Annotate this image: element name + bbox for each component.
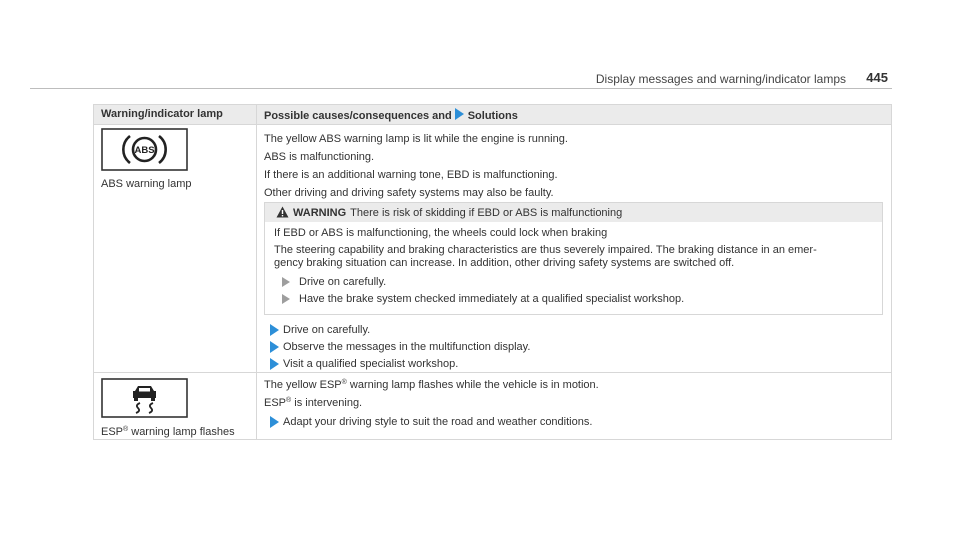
abs-text-line-2: ABS is malfunctioning. — [264, 151, 375, 163]
esp-lamp-label-b: warning lamp flashes — [128, 426, 235, 438]
warning-header — [265, 203, 882, 222]
step-arrow-icon — [270, 416, 279, 428]
page-number: 445 — [866, 70, 888, 85]
row-divider — [94, 372, 891, 373]
esp-lamp-label-a: ESP — [101, 426, 124, 438]
warning-body-2: The steering capability and braking characteristics are thus severely impaired. The braking distance in an emer- — [274, 244, 817, 256]
col-heading-causes — [264, 108, 518, 122]
page-header — [560, 70, 890, 90]
esp-text-line-2 — [264, 397, 362, 409]
warning-title — [293, 207, 622, 219]
abs-lamp-label: ABS warning lamp — [101, 178, 192, 190]
warning-body-3: gency braking situation can increase. In addition, other driving safety systems are switched off. — [274, 257, 735, 269]
warning-step-1: Drive on carefully. — [299, 276, 387, 288]
abs-warning-lamp-icon — [101, 128, 188, 171]
warning-body-1: If EBD or ABS is malfunctioning, the wheels could lock when braking — [274, 227, 608, 239]
abs-icon-text: ABS — [134, 145, 155, 156]
esp-step-1: Adapt your driving style to suit the road and weather conditions. — [283, 416, 593, 428]
step-arrow-icon — [270, 324, 279, 336]
esp-text-line-2-a: ESP — [264, 397, 287, 409]
col-heading-causes-text: Possible causes/consequences and — [264, 110, 452, 122]
abs-text-line-3: If there is an additional warning tone, EBD is malfunctioning. — [264, 169, 558, 181]
abs-text-line-1: The yellow ABS warning lamp is lit while the engine is running. — [264, 133, 568, 145]
abs-step-2: Observe the messages in the multifunction display. — [283, 341, 531, 353]
registered-mark: ® — [341, 379, 347, 386]
step-arrow-icon — [270, 341, 279, 353]
warning-step-2: Have the brake system checked immediately at a qualified specialist workshop. — [299, 293, 685, 305]
warning-label: WARNING — [293, 207, 347, 219]
lamp-table — [93, 104, 892, 440]
solutions-arrow-icon — [455, 108, 464, 120]
esp-lamp-label — [101, 426, 235, 438]
warning-triangle-icon — [276, 206, 289, 218]
step-arrow-icon — [282, 294, 290, 304]
esp-text-line-2-b: is intervening. — [291, 397, 363, 409]
abs-step-1: Drive on carefully. — [283, 324, 371, 336]
section-title: Display messages and warning/indicator lamps — [595, 72, 846, 86]
abs-step-3: Visit a qualified specialist workshop. — [283, 358, 459, 370]
step-arrow-icon — [282, 277, 290, 287]
warning-box — [264, 202, 883, 315]
abs-text-line-4: Other driving and driving safety systems may also be faulty. — [264, 187, 554, 199]
esp-warning-lamp-icon — [101, 378, 188, 418]
esp-text-line-1-a: The yellow ESP — [264, 379, 342, 391]
col-heading-lamp: Warning/indicator lamp — [101, 108, 223, 120]
step-arrow-icon — [270, 358, 279, 370]
header-rule — [30, 88, 892, 89]
column-divider — [256, 105, 257, 372]
column-divider — [256, 373, 257, 439]
registered-mark: ® — [123, 426, 129, 433]
esp-text-line-1 — [264, 379, 599, 391]
warning-title-text: There is risk of skidding if EBD or ABS is malfunctioning — [350, 207, 623, 219]
registered-mark: ® — [286, 397, 292, 404]
esp-text-line-1-b: warning lamp flashes while the vehicle is in motion. — [346, 379, 599, 391]
header-divider — [94, 124, 891, 125]
table-header — [94, 105, 891, 124]
col-heading-solutions-text: Solutions — [467, 110, 518, 122]
